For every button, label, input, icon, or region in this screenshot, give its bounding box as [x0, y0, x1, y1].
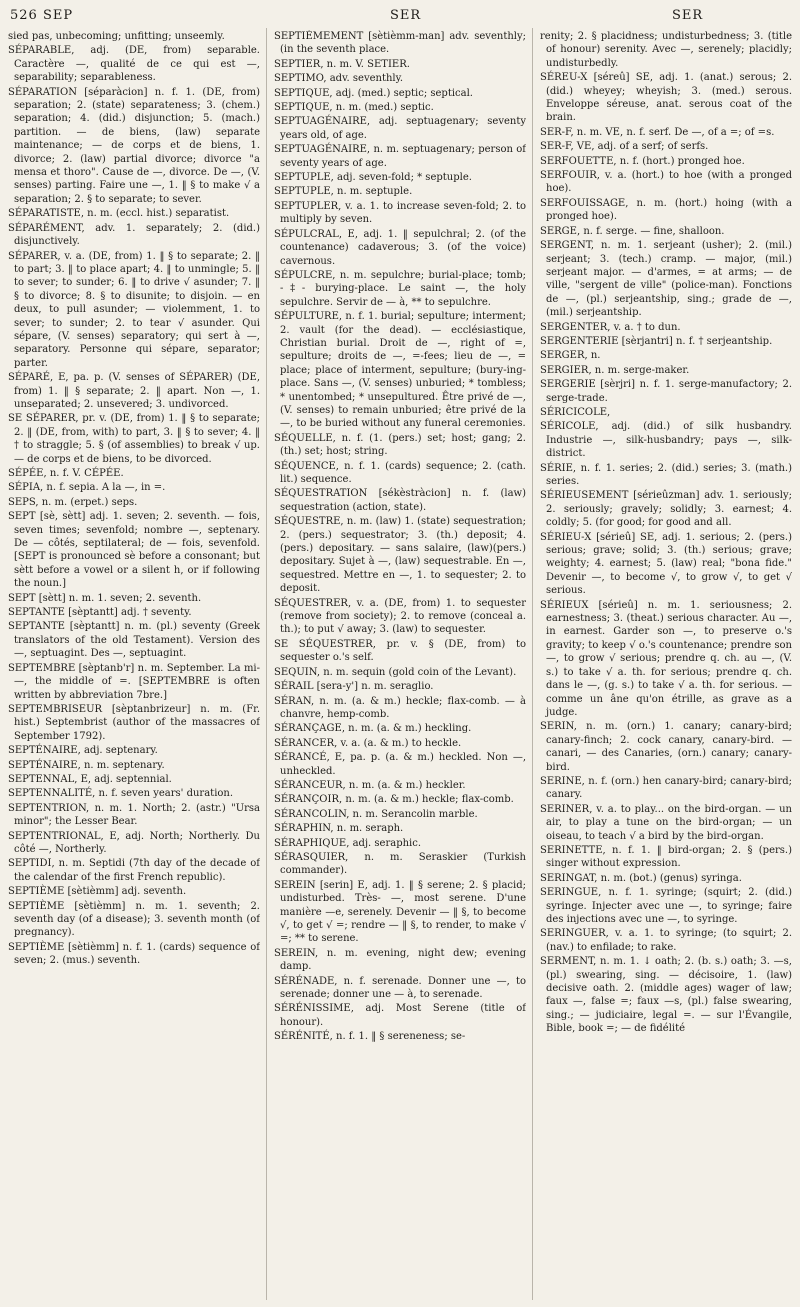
dictionary-entry: SÉRIE, n. f. 1. series; 2. (did.) series; 3. (math.) series. [540, 462, 792, 487]
dictionary-entry: SÉPARATION [séparàcion] n. f. 1. (DE, from) separation; 2. (state) separateness; 3. (chem.) separation; 4. (did.) disjunction; 5. (mach.) partition. — de biens, (law) separate maintenance; — de corps et de biens, 1. divorce; 2. (law) partial divorce; divorce "a mensa et thoro". Cause de —, divorce. De —, (V. senses) parting. Faire une —, 1. ‖ § to make √ a separation; 2. § to separate; to sever. [8, 86, 260, 205]
dictionary-entry: SÉRAPHIQUE, adj. seraphic. [274, 837, 422, 849]
dictionary-entry: SÉPARÉ, E, pa. p. (V. senses of SÉPARER) (DE, from) 1. ‖ § separate; 2. ‖ apart. Non —, 1. unseparated; 2. unsevered; 3. undivorced. [8, 372, 260, 410]
dictionary-entry: sied pas, unbecoming; unfitting; unseemly. [8, 31, 225, 42]
dictionary-entry: SÉRANCÉ, E, pa. p. (a. & m.) heckled. Non —, unheckled. [274, 752, 526, 777]
dictionary-entry: SÉRANCEUR, n. m. (a. & m.) heckler. [274, 779, 466, 791]
dictionary-entry: SÉRÉNISSIME, adj. Most Serene (title of honour). [274, 1003, 526, 1028]
column-2 [274, 30, 526, 1300]
dictionary-entry: SEPTIER, n. m. V. SETIER. [274, 58, 410, 70]
dictionary-entry: SER-F, n. m. VE, n. f. serf. De —, of a =; of =s. [540, 126, 775, 138]
dictionary-entry: SEQUIN, n. m. sequin (gold coin of the Levant). [274, 666, 517, 678]
dictionary-entry: SEPTIÈME [sètièmm] adj. seventh. [8, 886, 187, 898]
dictionary-entry: SÉPULCRAL, E, adj. 1. ‖ sepulchral; 2. (of the countenance) cadaverous; 3. (of the voice) cavernous. [274, 228, 526, 267]
dictionary-entry: SERINETTE, n. f. 1. ‖ bird-organ; 2. § (pers.) singer without expression. [540, 844, 792, 870]
dictionary-entry: SEREIN [serin] E, adj. 1. ‖ § serene; 2. § placid; undisturbed. Très- —, most serene. D'une manière —e, serenely. Devenir — ‖ §, to become √, to get √ =; rendre — ‖ §, to render, to make √ =; ** to serene. [274, 879, 526, 945]
dictionary-entry: SERGIER, n. m. serge-maker. [540, 364, 690, 376]
dictionary-entry: SÉRIEUSEMENT [sérieûzman] adv. 1. seriously; 2. seriously; gravely; solidly; 3. earnest; 4. coldly; 5. (for good; for good and all. [540, 490, 792, 529]
dictionary-entry: SEPTIDI, n. m. Septidi (7th day of the decade of the calendar of the first French republic). [8, 858, 260, 883]
dictionary-entry: SEPTUPLE, adj. seven-fold; * septuple. [274, 172, 472, 184]
column-divider [266, 28, 267, 1300]
dictionary-entry: SÉPARÉMENT, adv. 1. separately; 2. (did.) disjunctively. [8, 222, 260, 248]
column-3 [540, 30, 792, 1300]
page-number: 526 [10, 8, 38, 23]
dictionary-entry: SERFOUISSAGE, n. m. (hort.) hoing (with a pronged hoe). [540, 197, 792, 223]
dictionary-entry: SÉPARATISTE, n. m. (eccl. hist.) separatist. [8, 208, 230, 220]
dictionary-entry: SE SÉQUESTRER, pr. v. § (DE, from) to sequester o.'s self. [274, 638, 526, 664]
dictionary-entry: SÉRASQUIER, n. m. Seraskier (Turkish commander). [274, 851, 526, 877]
dictionary-entry: SEPTIÈME [sètièmm] n. m. 1. seventh; 2. seventh day (of a disease); 3. seventh month (of pregnancy). [8, 900, 260, 939]
dictionary-entry: SÉPULTURE, n. f. 1. burial; sepulture; interment; 2. vault (for the dead). — ecclésiastique, Christian burial. Droit de —, right of =, sepulture; droits de —, =-fees; lieu de —, = place; place of interment, sepulture; (bury-ing-place. Sans —, (V. senses) unburied; * tombless; * unentombed; * unsepultured. Être privé de —, (V. senses) to remain unburied; être privé de la —, to be buried without any funeral ceremonies. [274, 311, 526, 430]
dictionary-entry: SÉQUESTRER, v. a. (DE, from) 1. to sequester (remove from society); 2. to remove (conceal a. th.); to put √ away; 3. (law) to sequester. [274, 597, 526, 636]
dictionary-entry: SÉRÉNITÉ, n. f. 1. ‖ § sereneness; se- [274, 1031, 466, 1043]
dictionary-entry: SEPTIQUE, n. m. (med.) septic. [274, 102, 434, 114]
dictionary-entry: SÉRAPHIN, n. m. seraph. [274, 823, 404, 835]
dictionary-entry: SEPTENNAL, E, adj. septennial. [8, 773, 172, 785]
dictionary-entry: SÉRIEUX [sérieû] n. m. 1. seriousness; 2. earnestness; 3. (theat.) serious character. Au —, in earnest. Garder son —, to preserve o.'s gravity; to keep √ o.'s countenance; prendre son —, to grow √ serious; prendre q. ch. au —, (V. s.) to take √ a. th. for serious; prendre q. ch. dans le —, (g. s.) to take √ a. th. for serious. — comme un âne qu'on étrille, as grave as a judge. [540, 599, 792, 718]
dictionary-entry: SERGENT, n. m. 1. serjeant (usher); 2. (mil.) serjeant; 3. (tech.) cramp. — major, (mil.) serjeant major. — d'armes, = at arms; — de ville, "sergent de ville" (police-man). Fonctions de —, (pl.) serjeantship, sing.; grade de —, (mil.) serjeantship. [540, 240, 792, 319]
dictionary-entry: SÉPARABLE, adj. (DE, from) separable. Caractère —, qualité de ce qui est —, separability; separableness. [8, 45, 260, 84]
dictionary-entry: SÉRANÇAGE, n. m. (a. & m.) heckling. [274, 723, 472, 735]
dictionary-entry: SERINGUE, n. f. 1. syringe; (squirt; 2. (did.) syringe. Injecter avec une —, to syringe; faire des injections avec une —, to syringe. [540, 887, 792, 925]
dictionary-entry: SÉRANCER, v. a. (a. & m.) to heckle. [274, 737, 462, 749]
dictionary-entry: SÉPARER, v. a. (DE, from) 1. ‖ § to separate; 2. ‖ to part; 3. ‖ to place apart; 4. ‖ to unmingle; 5. ‖ to sever; to sunder; 6. ‖ to drive √ asunder; 7. ‖ § to divorce; 8. § to disunite; to disjoin. — en deux, to pull asunder; — violemment, 1. to sever; to sunder; 2. to tear √ asunder. Qui sépare, (V. senses) separatory; qui sert à —, separatory. Personne qui sépare, separator; parter. [8, 250, 260, 369]
dictionary-entry: SERINGUER, v. a. 1. to syringe; (to squirt; 2. (nav.) to enfilade; to rake. [540, 928, 792, 953]
dictionary-entry: SÉRICOLE, adj. (did.) of silk husbandry. Industrie —, silk-husbandry; pays —, silk-district. [540, 421, 792, 460]
dictionary-entry: SE SÉPARER, pr. v. (DE, from) 1. ‖ § to separate; 2. ‖ (DE, from, with) to part, 3. ‖ § to sever; 4. ‖ † to straggle; 5. § (of assemblies) to break √ up. — de corps et de biens, to be divorced. [8, 413, 260, 465]
dictionary-entry: SEPT [sè, sètt] adj. 1. seven; 2. seventh. — fois, seven times; sevenfold; nombre —, septenary. De — côtés, septilateral; de — fois, sevenfold. [SEPT is pronounced sè before a consonant; but sètt before a vowel or a silent h, or if following the noun.] [8, 511, 260, 590]
dictionary-entry: SÉRANÇOIR, n. m. (a. & m.) heckle; flax-comb. [274, 794, 514, 806]
dictionary-entry: SÉPIA, n. f. sepia. A la —, in =. [8, 482, 166, 494]
dictionary-entry: SEPTANTE [sèptantt] n. m. (pl.) seventy (Greek translators of the old Testament). Version des —, septuagint. Des —, septuagint. [8, 621, 260, 660]
dictionary-entry: SEPTIÈME [sètièmm] n. f. 1. (cards) sequence of seven; 2. (mus.) seventh. [8, 941, 260, 967]
dictionary-entry: SÉRICICOLE, [540, 406, 611, 418]
dictionary-entry: SERINE, n. f. (orn.) hen canary-bird; canary-bird; canary. [540, 775, 792, 801]
dictionary-entry: SEPTUAGÉNAIRE, adj. septuagenary; seventy years old, of age. [274, 116, 526, 141]
dictionary-entry: SEPTUAGÉNAIRE, n. m. septuagenary; person of seventy years of age. [274, 144, 526, 169]
dictionary-entry: SER-F, VE, adj. of a serf; of serfs. [540, 141, 709, 153]
dictionary-entry: SÉREU-X [séreû] SE, adj. 1. (anat.) serous; 2. (did.) wheyey; wheyish; 3. (med.) serous. Enveloppe séreuse, anat. serous coat of the brain. [540, 72, 792, 124]
dictionary-entry: SERINER, v. a. to play... on the bird-organ. — un air, to play a tune on the bird-organ; — un oiseau, to teach √ a bird by the bird-organ. [540, 803, 792, 842]
dictionary-entry: SERMENT, n. m. 1. ↓ oath; 2. (b. s.) oath; 3. —s, (pl.) swearing, sing. — décisoire, 1. (law) decisive oath. 2. (middle ages) wager of law; faux —, false =; faux —s, (pl.) false swearing, sing.; — judiciaire, legal =. — sur l'Évangile, Bible, book =; — de fidélité [540, 956, 792, 1035]
page-header-left [10, 8, 73, 23]
dictionary-entry: SÉRIEU-X [sérieû] SE, adj. 1. serious; 2. (pers.) serious; grave; solid; 3. (th.) serious; grave; weighty; 4. earnest; 5. (law) real; "bona fide." Devenir —, to become √, to grow √, to get √ serious. [540, 531, 792, 597]
dictionary-entry: SERIN, n. m. (orn.) 1. canary; canary-bird; canary-finch; 2. cock canary, canary-bird. — canari, — des Canaries, (orn.) canary; canary-bird. [540, 721, 792, 773]
dictionary-entry: renity; 2. § placidness; undisturbedness; 3. (title of honour) serenity. Avec —, serenely; placidly; undisturbedly. [540, 31, 792, 69]
dictionary-entry: SÉQUESTRE, n. m. (law) 1. (state) sequestration; 2. (pers.) sequestrator; 3. (th.) deposit; 4. (pers.) depositary. — sans salaire, (law)(pers.) depositary. Sujet à —, (law) sequestrable. En —, sequestred. Mettre en —, 1. to sequester; 2. to deposit. [274, 516, 526, 595]
dictionary-entry: SEPTIÈMEMENT [sètièmm-man] adv. seventhly; (in the seventh place. [274, 31, 526, 56]
guide-word-left: SEP [42, 8, 74, 23]
dictionary-entry: SÉQUESTRATION [sékèstràcion] n. f. (law) sequestration (action, state). [274, 488, 526, 513]
dictionary-entry: SEPTENTRION, n. m. 1. North; 2. (astr.) "Ursa minor"; the Lesser Bear. [8, 802, 260, 828]
dictionary-entry: SEREIN, n. m. evening, night dew; evening damp. [274, 947, 526, 973]
dictionary-entry: SERINGAT, n. m. (bot.) (genus) syringa. [540, 872, 742, 884]
dictionary-entry: SEPTENNALITÉ, n. f. seven years' duration. [8, 788, 234, 800]
dictionary-entry: SERGER, n. [540, 350, 601, 362]
column-divider [532, 28, 533, 1300]
dictionary-entry: SEPTUPLER, v. a. 1. to increase seven-fold; 2. to multiply by seven. [274, 200, 526, 226]
column-1 [8, 30, 260, 1300]
dictionary-entry: SEPTEMBRISEUR [sèptanbrizeur] n. m. (Fr. hist.) Septembrist (author of the massacres of September 1792). [8, 703, 260, 742]
dictionary-entry: SEPTENTRIONAL, E, adj. North; Northerly. Du côté —, Northerly. [8, 830, 260, 855]
dictionary-entry: SÉRÉNADE, n. f. serenade. Donner une —, to serenade; donner une — à, to serenade. [274, 975, 526, 1001]
dictionary-entry: SEPTÉNAIRE, adj. septenary. [8, 745, 158, 757]
dictionary-entry: SÉRAIL [sera-y'] n. m. seraglio. [274, 681, 434, 693]
dictionary-entry: SEPT [sètt] n. m. 1. seven; 2. seventh. [8, 592, 202, 604]
dictionary-entry: SÉRAN, n. m. (a. & m.) heckle; flax-comb. — à chanvre, hemp-comb. [274, 695, 526, 720]
dictionary-entry: SERFOUETTE, n. f. (hort.) pronged hoe. [540, 155, 745, 167]
guide-word-right: SER [672, 8, 704, 23]
dictionary-entry: SÉQUENCE, n. f. 1. (cards) sequence; 2. (cath. lit.) sequence. [274, 460, 526, 485]
dictionary-entry: SEPTUPLE, n. m. septuple. [274, 186, 413, 198]
dictionary-entry: SERFOUIR, v. a. (hort.) to hoe (with a pronged hoe). [540, 170, 792, 195]
dictionary-entry: SEPTANTE [sèptantt] adj. † seventy. [8, 607, 192, 619]
dictionary-entry: SEPS, n. m. (erpet.) seps. [8, 496, 138, 508]
dictionary-entry: SEPTIMO, adv. seventhly. [274, 73, 404, 85]
dictionary-entry: SÉQUELLE, n. f. (1. (pers.) set; host; gang; 2. (th.) set; host; string. [274, 432, 526, 458]
dictionary-entry: SEPTÉNAIRE, n. m. septenary. [8, 759, 165, 771]
guide-word-center: SER [390, 8, 422, 23]
dictionary-entry: SÉRANCOLIN, n. m. Serancolin marble. [274, 808, 478, 820]
dictionary-entry: SEPTEMBRE [sèptanb'r] n. m. September. La mi- —, the middle of =. [SEPTEMBRE is often written by abbreviation 7bre.] [8, 662, 260, 701]
dictionary-entry: SÉPULCRE, n. m. sepulchre; burial-place; tomb; -‡- burying-place. Le saint —, the holy sepulchre. Servir de — à, ** to sepulchre. [274, 269, 526, 308]
dictionary-entry: SERGERIE [sèrjri] n. f. 1. serge-manufactory; 2. serge-trade. [540, 379, 792, 404]
dictionary-entry: SERGE, n. f. serge. — fine, shalloon. [540, 225, 725, 237]
dictionary-entry: SERGENTERIE [sèrjantri] n. f. † serjeantship. [540, 335, 773, 347]
dictionary-entry: SÉPÉE, n. f. V. CÉPÉE. [8, 468, 124, 479]
dictionary-entry: SEPTIQUE, adj. (med.) septic; septical. [274, 87, 473, 99]
dictionary-entry: SERGENTER, v. a. † to dun. [540, 321, 681, 333]
